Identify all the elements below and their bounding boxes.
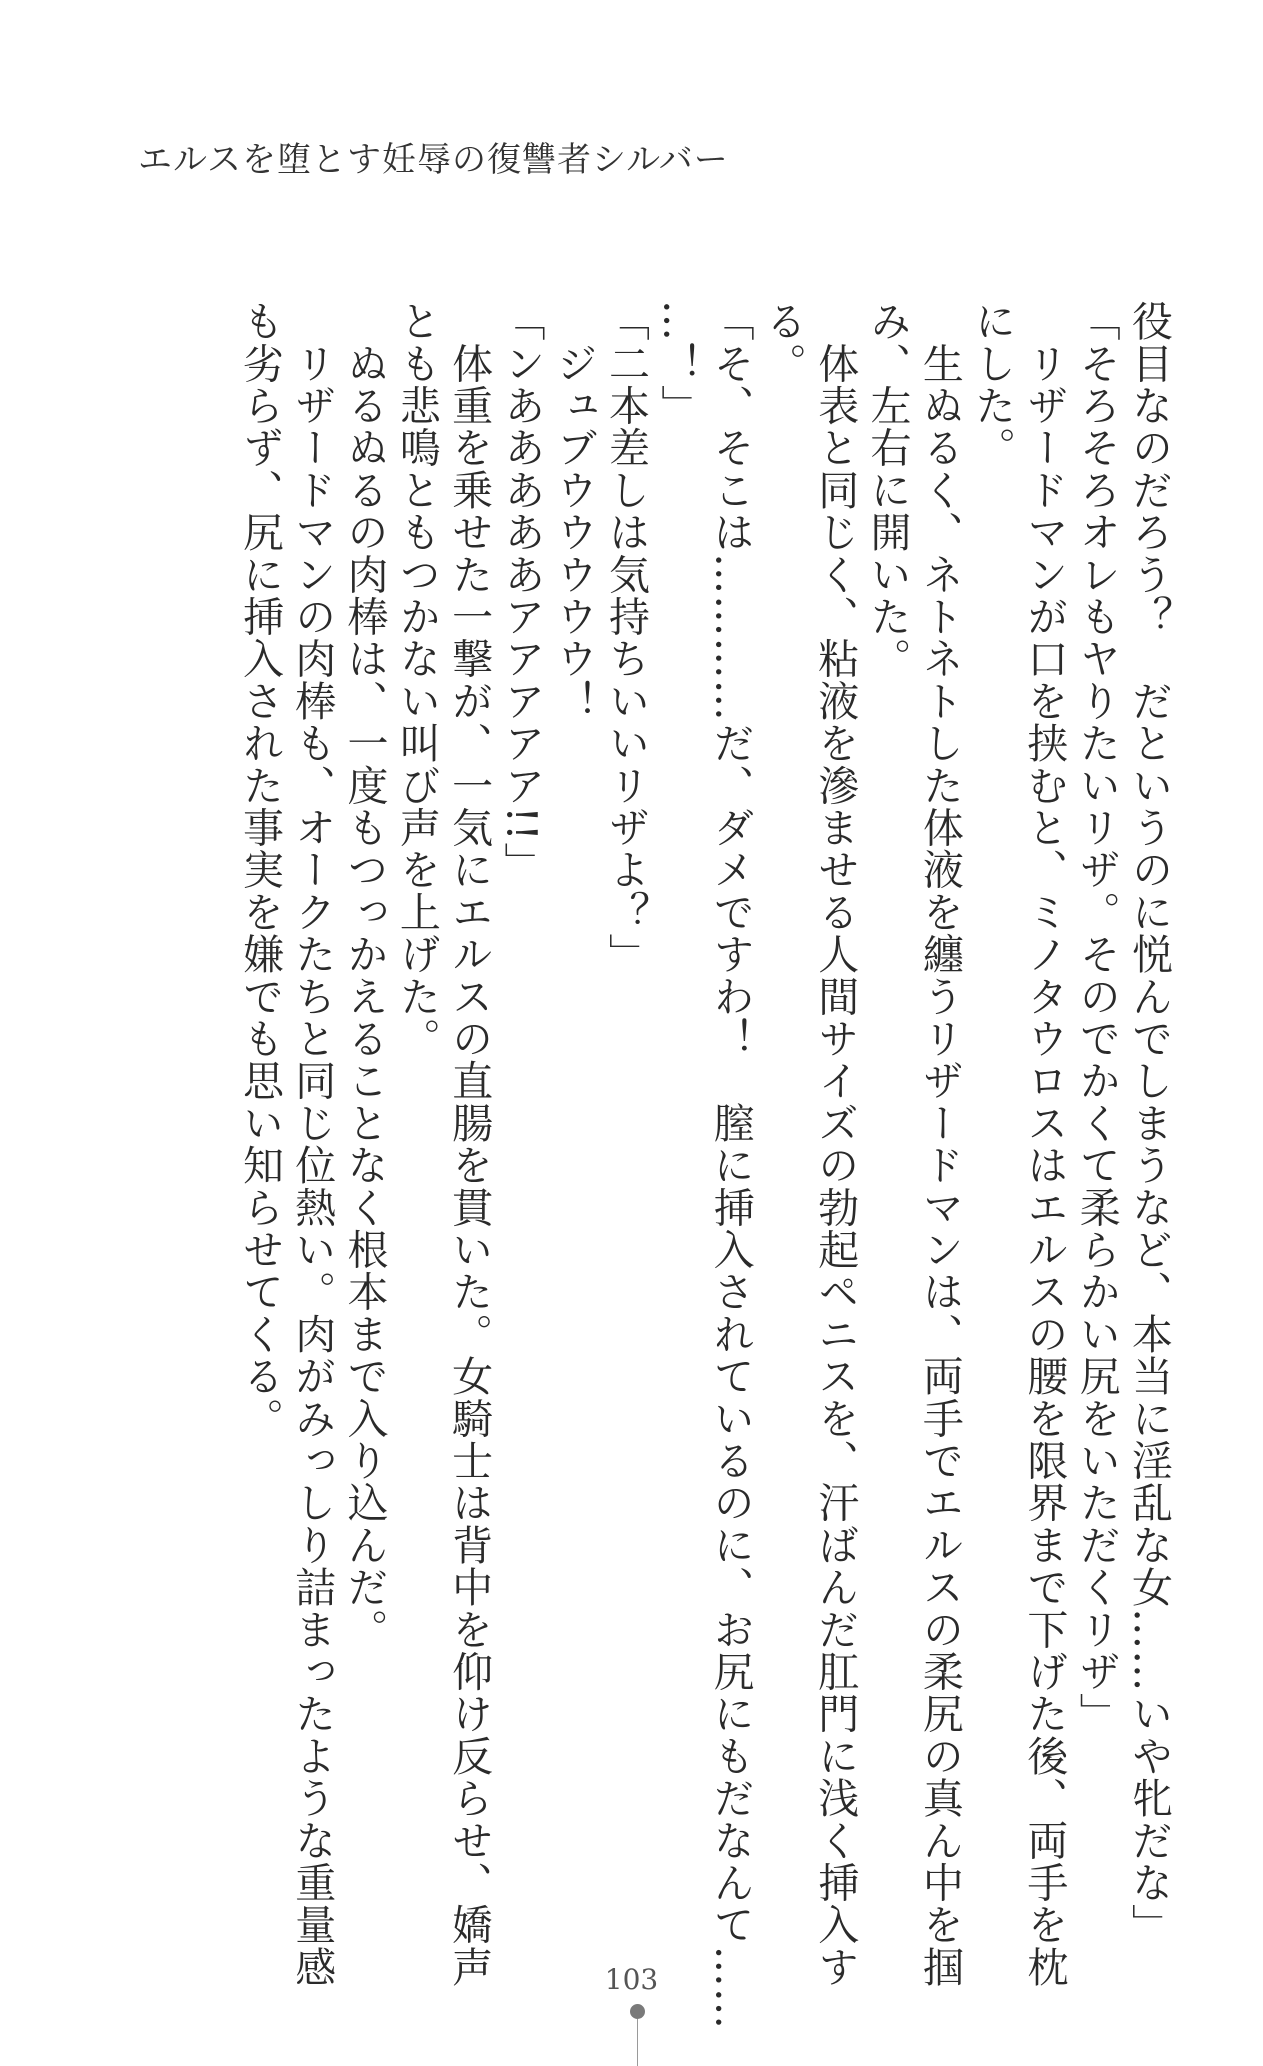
text-line: み、左右に開いた。 xyxy=(863,300,912,680)
running-head: エルスを堕とす妊辱の復讐者シルバー xyxy=(138,140,729,180)
text-line: る。 xyxy=(758,300,807,385)
text-line: 「ンあああああアアアアア!!」 xyxy=(497,300,546,884)
text-line: 「そ、そこは…………だ、ダメですわ！ 膣に挿入されているのに、お尻にもだなんて…… xyxy=(706,300,755,2031)
text-line: にした。 xyxy=(968,300,1017,469)
text-line: リザードマンが口を挟むと、ミノタウロスはエルスの腰を限界まで下げた後、両手を枕 xyxy=(1020,300,1069,1988)
text-line: 体重を乗せた一撃が、一気にエルスの直腸を貫いた。女騎士は背中を仰け反らせ、嬌声 xyxy=(445,300,494,1988)
folio-dot-icon xyxy=(630,2004,645,2019)
text-line: 「二本差しは気持ちいいリザよ？」 xyxy=(602,300,651,976)
text-line: …！」 xyxy=(654,300,703,427)
text-line: とも悲鳴ともつかない叫び声を上げた。 xyxy=(392,300,441,1060)
text-line: 「そろそろオレもヤりたいリザ。そのでかくて柔らかい尻をいただくリザ」 xyxy=(1072,300,1121,1735)
text-line: 生ぬるく、ネトネトした体液を纏うリザードマンは、両手でエルスの柔尻の真ん中を掴 xyxy=(915,300,964,1988)
text-line: ジュブウウウウウ！ xyxy=(549,300,598,722)
page-number: 103 xyxy=(604,1963,659,1996)
text-line: 役目なのだろう？ だというのに悦んでしまうなど、本当に淫乱な女……いや牝だな」 xyxy=(1125,300,1173,1946)
text-line: リザードマンの肉棒も、オークたちと同じ位熱い。肉がみっしり詰まったような重量感 xyxy=(288,300,337,1988)
text-line: も劣らず、尻に挿入された事実を嫌でも思い知らせてくる。 xyxy=(235,300,284,1440)
text-line: ぬるぬるの肉棒は、一度もつっかえることなく根本まで入り込んだ。 xyxy=(340,300,389,1651)
text-line: 体表と同じく、粘液を滲ませる人間サイズの勃起ペニスを、汗ばんだ肛門に浅く挿入す xyxy=(811,300,860,1988)
folio-divider xyxy=(637,2019,638,2066)
